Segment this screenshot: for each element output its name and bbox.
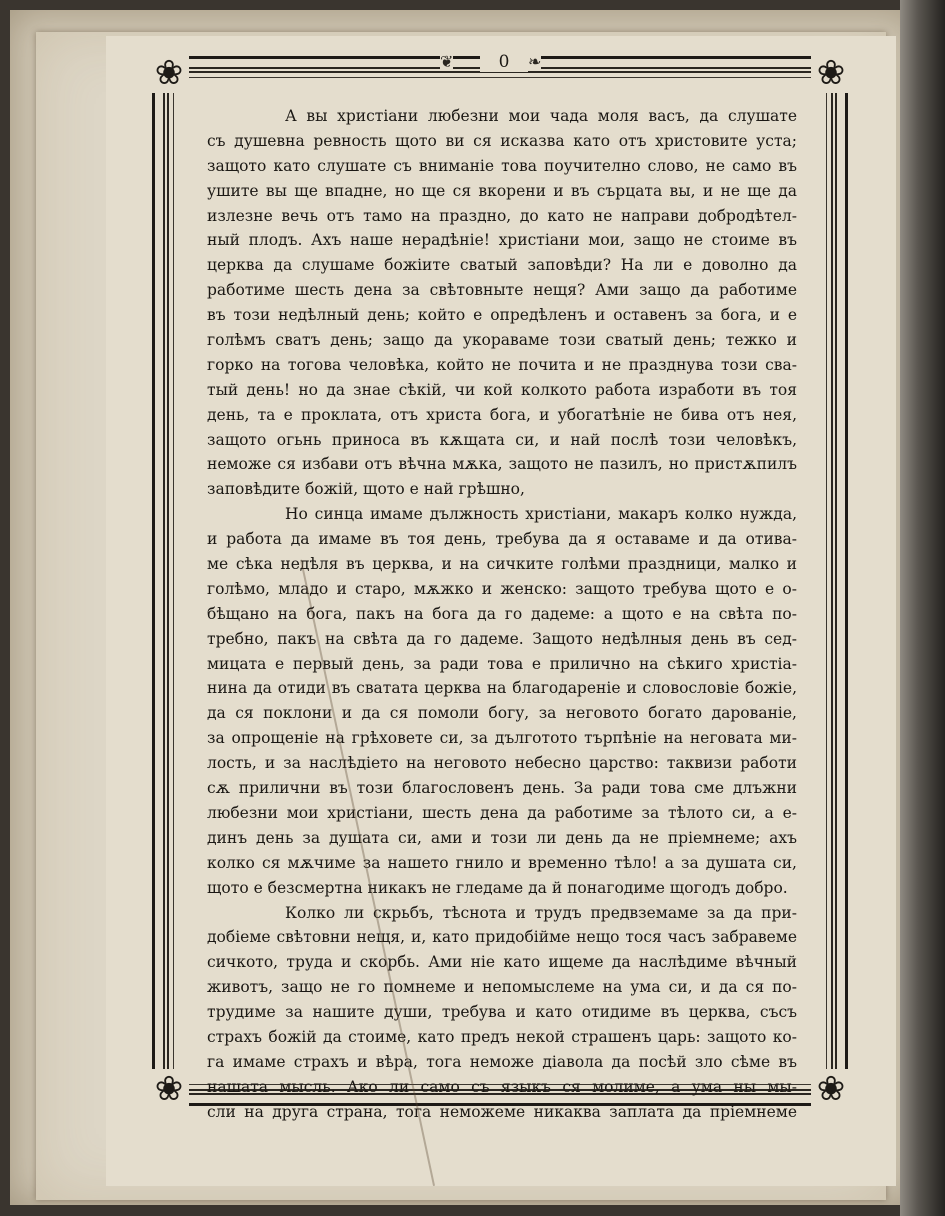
text-line: ушите вы ще впадне, но ще ся вкорени и въ сърцата вы, и не ще да xyxy=(207,181,797,200)
text-line: день, та е проклата, отъ христа бога, и убогатѣнiе не бива отъ нея, xyxy=(207,405,797,424)
header-ornament-right-icon: ❧ xyxy=(528,52,542,71)
paragraph-2 xyxy=(207,502,797,900)
text-line: ме сѣка недѣля въ церква, и на сичките голѣми праздници, малко и xyxy=(207,555,797,574)
corner-ornament-icon: ❀ xyxy=(149,53,189,93)
text-line: горко на тогова человѣка, който не почита и не празднува този сва- xyxy=(207,355,797,374)
text-line: сичкото, труда и скорбь. Ами нiе като ищеме да наслѣдиме вѣчный xyxy=(207,953,797,972)
text-line: лость, и за наслѣдiето на неговото небесно царство: таквизи работи xyxy=(207,754,797,773)
text-line: церква да слушаме божiите сватый заповѣди? На ли е доволно да xyxy=(207,256,797,275)
text-line: требно, пакъ на свѣта да го дадеме. Защото недѣлныя день въ сед- xyxy=(207,629,797,648)
text-line: щото е безсмертна никакъ не гледаме да й понагодиме щогодъ добро. xyxy=(207,878,788,897)
corner-ornament-icon: ❀ xyxy=(811,1069,851,1109)
text-line: сли на друга страна, тога неможеме никаква заплата да прiемнеме xyxy=(207,1102,797,1121)
binding-edge xyxy=(900,0,945,1216)
text-line: въ този недѣлный день; който е опредѣленъ и оставенъ за бога, и е xyxy=(207,306,797,325)
text-line: и работа да имаме въ тоя день, требува да я оставаме и да отива- xyxy=(207,530,797,549)
page-number: 0 xyxy=(480,52,528,72)
text-line: животъ, защо не го помнеме и непомыслеме на ума си, и да ся по- xyxy=(207,978,797,997)
text-line: динъ день за душата си, ами и този ли день да не прiемнеме; ахъ xyxy=(207,828,797,847)
text-line: да ся поклони и да ся помоли богу, за неговото богато дарованiе, xyxy=(207,704,797,723)
text-line: страхъ божiй да стоиме, като предъ некой страшенъ царь: защото ко- xyxy=(207,1027,797,1046)
text-line: колко ся мѫчиме за нашето гнило и временно тѣло! а за душата си, xyxy=(207,853,797,872)
text-line: нина да отиди въ сватата церква на благодаренiе и словословiе божiе, xyxy=(207,679,797,698)
text-line: Колко ли скрьбъ, тѣснота и трудъ предвземаме за да при- xyxy=(285,903,797,922)
paragraph-3 xyxy=(207,901,797,1125)
text-line: добiеме свѣтовни нещя, и, като придобiйме нещо тося часъ забравеме xyxy=(207,928,797,947)
text-line: за опрощенiе на грѣховете си, за дълготото търпѣнiе на неговата ми- xyxy=(207,729,797,748)
text-line: работиме шесть дена за свѣтовныте нещя? Ами защо да работиме xyxy=(207,281,797,300)
text-line: неможе ся избави отъ вѣчна мѫка, защото не пазилъ, но пристѫпилъ xyxy=(207,455,797,474)
text-line: сѫ прилични въ този благословенъ день. За ради това сме длъжни xyxy=(207,779,797,798)
text-line: защото огьнь приноса въ кѫщата си, и най послѣ този человѣкъ, xyxy=(207,430,797,449)
text-line: бѣщано на бога, пакъ на бога да го дадеме: а щото е на свѣта по- xyxy=(207,604,797,623)
text-line: голѣмо, младо и старо, мѫжко и женско: защото требува щото е о- xyxy=(207,579,797,598)
corner-ornament-icon: ❀ xyxy=(811,53,851,93)
header-ornament-left-icon: ❦ xyxy=(440,52,454,71)
body-text xyxy=(207,104,797,1125)
text-line: любезни мои христiани, шесть дена да работиме за тѣлото си, а е- xyxy=(207,803,797,822)
text-line: А вы христiани любезни мои чада моля васъ, да слушате xyxy=(285,107,797,125)
text-line: защото като слушате съ вниманiе това поучително слово, не само въ xyxy=(207,156,797,175)
text-line: излезне вечь отъ тамо на праздно, до като не направи добродѣтел- xyxy=(207,206,797,225)
text-line: нашата мысль. Ако ли само съ языкъ ся молиме, а ума ны мы- xyxy=(207,1077,797,1096)
text-line: га имаме страхъ и вѣра, тога неможе дiавола да посѣй зло сѣме въ xyxy=(207,1052,797,1071)
text-line: трудиме за нашите души, требува и като отидиме въ церква, съсъ xyxy=(207,1003,797,1022)
text-line: мицата е первый день, за ради това е прилично на сѣкиго христiа- xyxy=(207,654,797,673)
paragraph-1 xyxy=(207,104,797,502)
text-line: заповѣдите божiй, щото е най грѣшно, xyxy=(207,480,525,499)
text-line: Но синца имаме дължность христiани, макаръ колко нужда, xyxy=(285,505,797,524)
text-line: съ душевна ревность щото ви ся исказва като отъ христовите уста; xyxy=(207,131,797,150)
corner-ornament-icon: ❀ xyxy=(149,1069,189,1109)
text-line: голѣмъ сватъ день; защо да укораваме този сватый день; тежко и xyxy=(207,331,797,350)
text-line: ный плодъ. Ахъ наше нерадѣнiе! христiани мои, защо не стоиме въ xyxy=(207,231,797,250)
text-line: тый день! но да знае сѣкiй, чи кой колкото работа изработи въ тоя xyxy=(207,380,797,399)
